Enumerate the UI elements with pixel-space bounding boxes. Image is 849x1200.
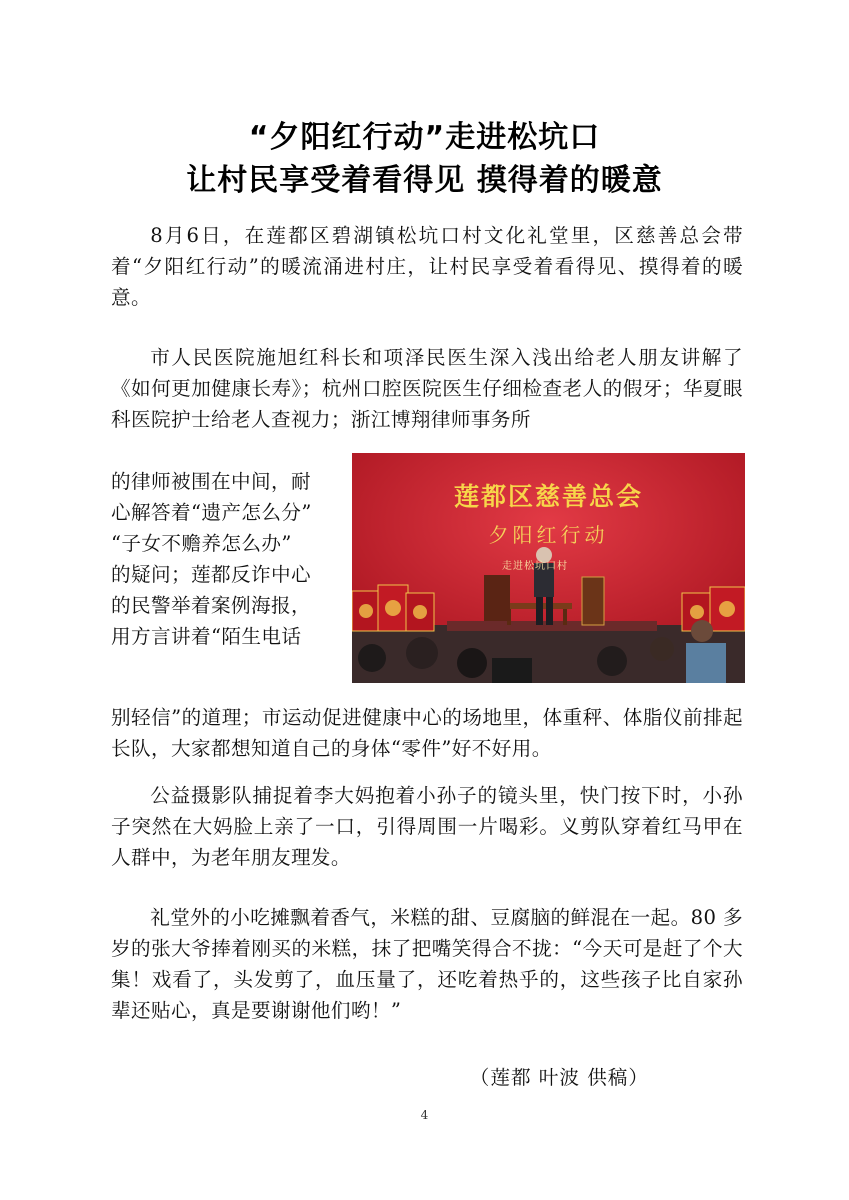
wrapped-line: 的民警举着案例海报， (111, 594, 311, 617)
title-line-2: 让村民享受着看得见 摸得着的暖意 (186, 163, 663, 198)
banner-title: 莲都区慈善总会 (453, 482, 643, 511)
event-photo (352, 453, 745, 683)
banner-subtitle: 夕阳红行动 (488, 523, 609, 547)
wrapped-line: 的律师被围在中间，耐 (111, 470, 311, 493)
paragraph-4: 礼堂外的小吃摊飘着香气，米糕的甜、豆腐脑的鲜混在一起。80 多岁的张大爷捧着刚买的米糕，抹了把嘴笑得合不拢：“今天可是赶了个大集！戏看了，头发剪了，血压量了，还吃着热乎的，这些孩子比自家孙辈还贴心，真是要谢谢他们哟！” (111, 906, 743, 1022)
paragraph-2-end: 别轻信”的道理；市运动促进健康中心的场地里，体重秤、体脂仪前排起长队，大家都想知道自己的身体“零件”好不好用。 (111, 706, 743, 760)
paragraph-2: 市人民医院施旭红科长和项泽民医生深入浅出给老人朋友讲解了《如何更加健康长寿》；杭州口腔医院医生仔细检查老人的假牙；华夏眼科医院护士给老人查视力；浙江博翔律师事务所 (111, 346, 743, 431)
wrapped-line: 用方言讲着“陌生电话 (111, 625, 302, 648)
page-number: 4 (420, 1108, 429, 1122)
paragraph-2-wrapped (111, 466, 351, 652)
wrapped-line: 心解答着“遗产怎么分” (111, 501, 312, 524)
paragraph-3: 公益摄影队捕捉着李大妈抱着小孙子的镜头里，快门按下时，小孙子突然在大妈脸上亲了一口，引得周围一片喝彩。义剪队穿着红马甲在人群中，为老年朋友理发。 (111, 784, 743, 869)
banner-small-text: 走进松坑口村 (502, 561, 568, 572)
wrapped-line: “子女不赡养怎么办” (111, 532, 292, 555)
paragraph-1: 8月6日，在莲都区碧湖镇松坑口村文化礼堂里，区慈善总会带着“夕阳红行动”的暖流涌进村庄，让村民享受着看得见、摸得着的暖意。 (111, 224, 743, 309)
title-line-1: “夕阳红行动”走进松坑口 (248, 120, 601, 155)
byline: （莲都 叶波 供稿） (469, 1066, 649, 1089)
wrapped-line: 的疑问；莲都反诈中心 (111, 563, 311, 586)
